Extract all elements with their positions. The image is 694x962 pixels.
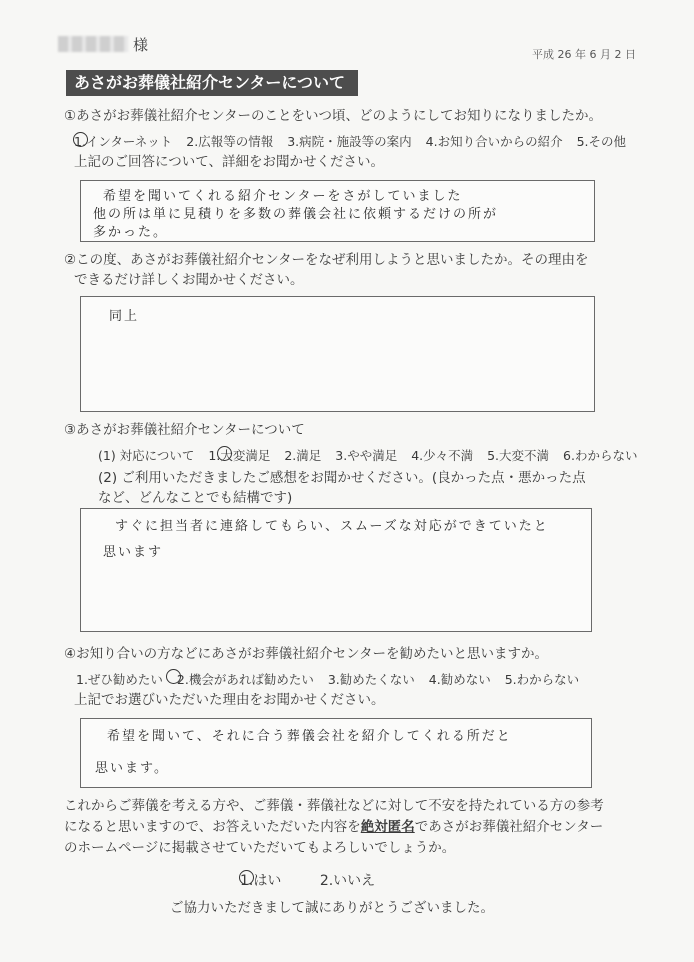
q3-sub1-label: (1) 対応について: [98, 448, 195, 463]
q4-answer-line: 思います。: [95, 761, 169, 776]
q1-question: ①あさがお葬儀社紹介センターのことをいつ頃、どのようにしてお知りになりましたか。: [64, 108, 603, 124]
q3-selection-circle: [217, 446, 232, 461]
q1-followup: 上記のご回答について、詳細をお聞かせください。: [74, 154, 384, 170]
q1-option-5[interactable]: 5.その他: [576, 134, 626, 149]
q1-answer-line: 多かった。: [93, 225, 169, 240]
name-suffix: 様: [133, 36, 149, 54]
date: 平成 26 年 6 月 2 日: [532, 48, 636, 61]
q4-selection-circle: [166, 669, 181, 684]
closing-line3: のホームページに掲載させていただいてもよろしいでしょうか。: [64, 840, 456, 856]
q4-option-5[interactable]: 5.わからない: [504, 672, 580, 687]
q4-followup: 上記でお選びいただいた理由をお聞かせください。: [74, 692, 385, 708]
q1-answer-line: 希望を聞いてくれる紹介センターをさがしていました: [103, 189, 463, 204]
q4-option-1[interactable]: 1.ぜひ勧めたい: [76, 672, 163, 687]
q4-option-2[interactable]: 2.機会があれば勧めたい: [176, 672, 314, 687]
q2-answer-line: 同上: [109, 309, 140, 324]
consent-selection-circle: [239, 870, 254, 885]
q3-option-4[interactable]: 4.少々不満: [411, 448, 474, 463]
thanks-message: ご協力いただきまして誠にありがとうございました。: [170, 900, 494, 916]
q3-option-6[interactable]: 6.わからない: [563, 448, 638, 463]
q3-sub2-line1: (2) ご利用いただきましたご感想をお聞かせください。(良かった点・悪かった点: [98, 470, 586, 486]
q4-answer-line: 希望を聞いて、それに合う葬儀会社を紹介してくれる所だと: [107, 729, 512, 744]
q3-option-5[interactable]: 5.大変不満: [487, 448, 550, 463]
q3-sub1: [98, 446, 647, 464]
q1-option-2[interactable]: 2.広報等の情報: [186, 134, 274, 149]
anonymous-emphasis: 絶対匿名: [360, 819, 415, 835]
q3-answer-line: すぐに担当者に連絡してもらい、スムーズな対応ができていたと: [115, 519, 549, 534]
q2-question-line1: ②この度、あさがお葬儀社紹介センターをなぜ利用しようと思いましたか。その理由を: [64, 252, 589, 268]
q4-answer-box[interactable]: [80, 718, 592, 788]
closing-line2: [64, 817, 603, 838]
q4-question: ④お知り合いの方などにあさがお葬儀社紹介センターを勧めたいと思いますか。: [64, 646, 549, 662]
q3-option-2[interactable]: 2.満足: [284, 448, 322, 463]
q3-answer-box[interactable]: [80, 508, 592, 632]
q1-option-1[interactable]: 1.インターネット: [74, 134, 173, 149]
q3-option-1[interactable]: 1.大変満足: [208, 448, 271, 463]
q4-option-3[interactable]: 3.勧めたくない: [327, 672, 415, 687]
q4-options: [76, 670, 589, 688]
q1-option-3[interactable]: 3.病院・施設等の案内: [287, 134, 412, 149]
q1-option-4[interactable]: 4.お知り合いからの紹介: [425, 134, 563, 149]
q1-selection-circle: [73, 132, 88, 147]
page-title: あさがお葬儀社紹介センターについて: [66, 70, 358, 96]
q1-answer-line: 他の所は単に見積りを多数の葬儀会社に依頼するだけの所が: [93, 207, 499, 222]
redacted-name: [58, 36, 128, 52]
q2-answer-box[interactable]: [80, 296, 595, 412]
consent-yes[interactable]: 1.はい: [240, 873, 282, 889]
closing-line1: これからご葬儀を考える方や、ご葬儀・葬儀社などに対して不安を持たれている方の参考: [64, 798, 604, 814]
closing-line2-text: になると思いますので、お答えいただいた内容を: [64, 819, 361, 835]
closing-line2b-text: であさがお葬儀社紹介センター: [414, 819, 604, 835]
q1-options: [74, 132, 636, 150]
q3-question: ③あさがお葬儀社紹介センターについて: [64, 422, 305, 438]
consent-no[interactable]: 2.いいえ: [319, 873, 376, 889]
q4-option-4[interactable]: 4.勧めない: [428, 672, 491, 687]
q1-answer-box[interactable]: [80, 180, 595, 242]
q3-sub2-line2: など、どんなことでも結構です): [98, 490, 293, 506]
consent-options: [240, 870, 375, 890]
q2-question-line2: できるだけ詳しくお聞かせください。: [74, 272, 304, 288]
q3-option-3[interactable]: 3.やや満足: [335, 448, 398, 463]
q3-answer-line: 思います: [103, 545, 164, 560]
